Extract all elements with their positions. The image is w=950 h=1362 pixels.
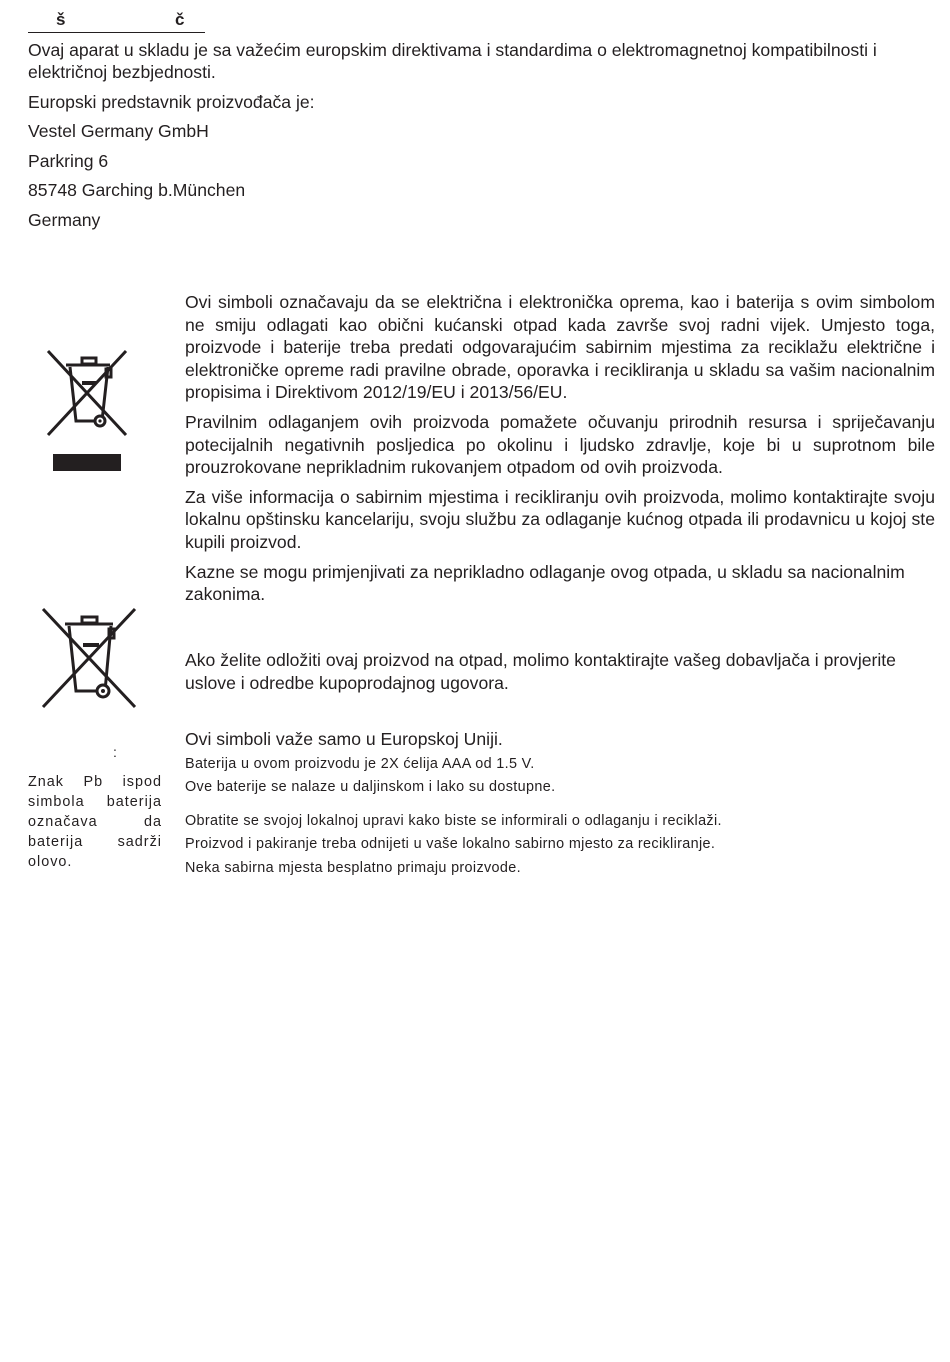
weee-text xyxy=(185,291,935,613)
representative-block xyxy=(28,91,938,239)
eu-only-paragraph: Ovi simboli važe samo u Europskoj Uniji. xyxy=(185,729,503,749)
battery-line-5: Neka sabirna mjesta besplatno primaju proizvode. xyxy=(185,860,521,876)
address-city: 85748 Garching b.München xyxy=(28,180,246,201)
battery-line-3: Obratite se svojoj lokalnoj upravi kako biste se informirali o odlaganju i reciklaži. xyxy=(185,813,722,829)
heading-right-text: č xyxy=(175,10,185,29)
battery-line-1: Baterija u ovom proizvodu je 2X ćelija AAA od 1.5 V. xyxy=(185,756,535,772)
weee-paragraph-1: Ovi simboli označavaju da se električna i elektronička oprema, kao i baterija s ovim simbolom ne smiju odlagati kao obični kućanski otpad kada završe svoj radni vijek. Umjesto toga, proizvode i baterije treba predati odgovarajućim sabirnim mjestima za reciklažu električne i elektroničke opreme radi pravilne obrade, oporavka i recikliranja u skladu sa vašim nacionalnim propisima i Direktivom 2012/19/EU i 2013/56/EU. xyxy=(185,292,935,403)
compliance-section xyxy=(28,39,938,239)
address-street: Parkring 6 xyxy=(28,150,109,171)
battery-bin-icon xyxy=(41,607,137,709)
heading-left-text: š xyxy=(56,10,66,29)
weee-paragraph-3: Za više informacija o sabirnim mjestima i recikliranju ovih proizvoda, molimo kontaktirajte svoju lokalnu opštinsku kancelariju, svoju službu za odlaganje kućnog otpada ili prodavnicu u kojoj ste kupili proizvod. xyxy=(185,486,935,552)
battery-line-2: Ove baterije se nalaze u daljinskom i lako su dostupne. xyxy=(185,779,556,795)
address-country: Germany xyxy=(28,209,101,230)
weee-paragraph-2: Pravilnim odlaganjem ovih proizvoda pomažete očuvanju prirodnih resursa i spriječavanju potecijalnih negativnih posljedica po okolinu i ljudsko zdravlje, koje bi u suprotnom bile prouzrokovane neprikladnim rukovanjem otpadom od ovih proizvoda. xyxy=(185,411,935,478)
weee-bin-icon xyxy=(46,349,128,439)
section-heading xyxy=(28,10,205,33)
battery-line-4: Proizvod i pakiranje treba odnijeti u vaše lokalno sabirno mjesto za recikliranje. xyxy=(185,836,716,852)
disposal-paragraph: Ako želite odložiti ovaj proizvod na otpad, molimo kontaktirajte vašeg dobavljača i provjerite uslove i odredbe kupoprodajnog ugovora. xyxy=(185,650,896,693)
battery-label-colon: : xyxy=(113,744,117,760)
weee-paragraph-4: Kazne se mogu primjenjivati za neprikladno odlaganje ovog otpada, u skladu sa nacionalnim zakonima. xyxy=(185,561,905,605)
pb-note: Znak Pb ispod simbola baterija označava da baterija sadrži olovo. xyxy=(28,774,162,870)
weee-date-bar xyxy=(53,454,121,471)
representative-label: Europski predstavnik proizvođača je: xyxy=(28,91,315,112)
compliance-statement: Ovaj aparat u skladu je sa važećim europskim direktivama i standardima o elektromagnetnoj kompatibilnosti i električnoj bezbjednosti. xyxy=(28,40,877,82)
address-company: Vestel Germany GmbH xyxy=(28,121,209,142)
